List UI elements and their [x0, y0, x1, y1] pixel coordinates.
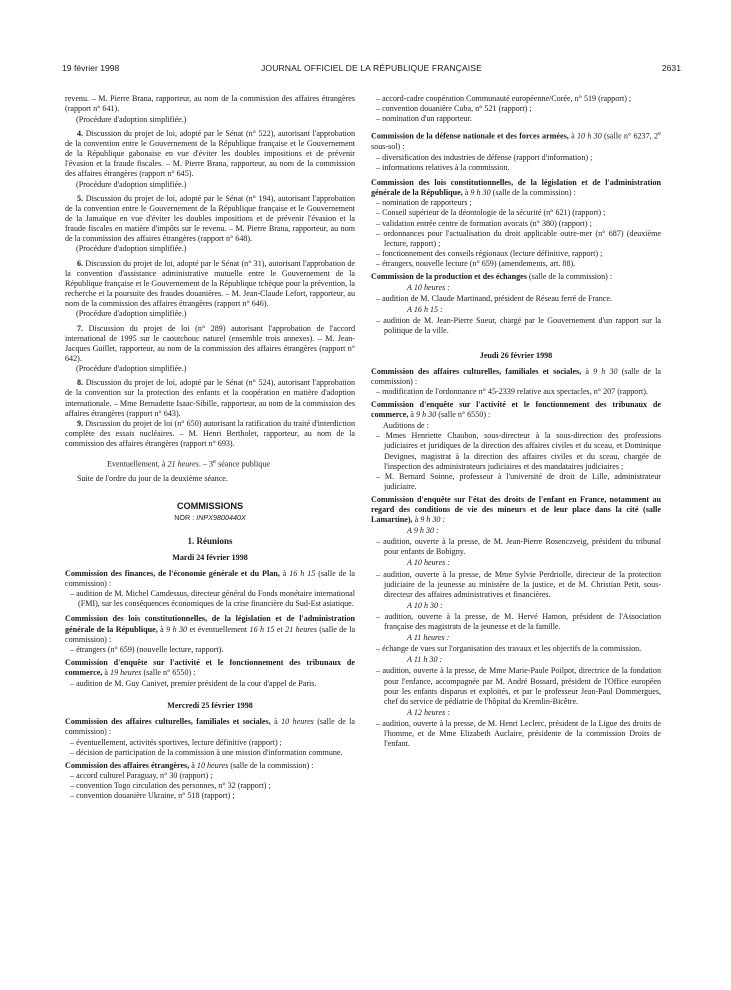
- agenda-line: – étrangers, nouvelle lecture (n° 659) (amendements, art. 88).: [376, 258, 576, 268]
- agenda-line: – fonctionnement des conseils régionaux (lecture définitive, rapport) ;: [376, 248, 603, 258]
- time-slot: A 10 heures :: [407, 558, 450, 568]
- commission-lois: Commission des lois constitutionnelles, de la législation et de l'administration générale de la République, à 9 h 30 et éventuellement 16 h 15 et 21 heures (salle de la commission) :: [65, 614, 356, 644]
- journal-title: JOURNAL OFFICIEL DE LA RÉPUBLIQUE FRANÇAISE: [261, 63, 482, 73]
- agenda-line: – audition de M. Michel Camdessus, directeur général du Fonds monétaire international (FMI), sur les conséquences économiques de la crise financière du Sud-Est asiatique.: [70, 589, 355, 609]
- item-text: Discussion du projet de loi, adopté par le Sénat (n° 522), autorisant l'approbation de la convention entre le Gouvernement de la République française et le Gouvernement de la République gabonaise en vue d'éviter les doubles impositions et de prévenir l'évasion et la fraude fiscales. – M. Pierre Brana, rapporteur, au nom de la commission des affaires étrangères (rapport n° 645).: [65, 128, 355, 179]
- item-text: Discussion du projet de loi (n° 289) autorisant l'approbation de l'accord international de 1995 sur le caoutchouc naturel (ensemble trois annexes). – M. Jean-Jacques Guillet, rapporteur, au nom de la commission des affaires étrangères (rapport n° 642).: [65, 323, 355, 363]
- agenda-line: – diversification des industries de défense (rapport d'information) ;: [376, 152, 593, 162]
- item-number: 8.: [77, 378, 84, 388]
- procedure-note: (Procédure d'adoption simplifiée.): [76, 179, 187, 189]
- agenda-line: – convention douanière Cuba, n° 521 (rapport) ;: [376, 104, 532, 114]
- agenda-line: – Mmes Henriette Chaubon, sous-directeur à la sous-direction des professions judiciaires et juridiques de la direction des affaires civiles et du sceau, et Dominique Devignes, magistrat à la direction des affaires civiles et du sceau, chargée de l'inspection des administrateurs judiciaires et des mandataires judiciaires ;: [376, 431, 661, 471]
- reunions-heading: 1. Réunions: [187, 535, 233, 546]
- agenda-line: – modification de l'ordonnance n° 45-2339 relative aux spectacles, n° 207 (rapport).: [376, 387, 649, 397]
- agenda-line: – nomination de rapporteurs ;: [376, 198, 472, 208]
- time-slot: A 16 h 15 :: [407, 305, 443, 315]
- finances-items: [65, 589, 355, 609]
- agenda-line: – Conseil supérieur de la déontologie de la sécurité (n° 621) (rapport) ;: [376, 208, 606, 218]
- agenda-line: – audition, ouverte à la presse, de M. Jean-Pierre Rosenczveig, président du tribunal pour enfants de Bobigny.: [376, 537, 661, 557]
- agenda-line: – convention douanière Ukraine, n° 518 (rapport) ;: [70, 791, 235, 801]
- commission-affaires-culturelles: Commission des affaires culturelles, familiales et sociales, à 10 heures (salle de la commission) :: [65, 716, 356, 737]
- time-slot: A 11 h 30 :: [407, 655, 443, 665]
- agenda-line: – informations relatives à la commission.: [376, 162, 510, 172]
- commission-production: Commission de la production et des échanges (salle de la commission) :: [371, 271, 613, 281]
- agenda-line: – audition, ouverte à la presse, de Mme Sylvie Perdriolle, directeur de la protection judiciaire de la jeunesse au ministère de la justice, et de M. Christian Petit, sous-directeur des affaires administratives et financières.: [376, 569, 661, 599]
- agenda-line: – audition, ouverte à la presse, de M. Hervé Hamon, président de l'Association française des magistrats de la jeunesse et de la famille.: [376, 611, 661, 632]
- commission-enquete-tribunaux: Commission d'enquête sur l'activité et le fonctionnement des tribunaux de commerce, à 19 heures (salle n° 6550) :: [65, 658, 355, 678]
- agenda-line: – validation entrée centre de formation avocats (n° 380) (rapport) ;: [376, 218, 592, 228]
- commission-affaires-culturelles-jeudi: Commission des affaires culturelles, familiales et sociales, à 9 h 30 (salle de la commission) :: [371, 366, 662, 386]
- page-header: [62, 63, 681, 77]
- agenda-item-5: [65, 194, 355, 244]
- item-number: 4.: [77, 128, 84, 138]
- agenda-item-8: [65, 378, 355, 418]
- commission-enquete-enfant: Commission d'enquête sur l'état des droits de l'enfant en France, notamment au regard des conditions de vie des mineurs et de leur place dans la cité (salle Lamartine), à 9 h 30 :: [371, 494, 661, 525]
- time-slot: A 10 heures :: [407, 283, 450, 293]
- agenda-line: – audition, ouverte à la presse, de M. Henri Leclerc, président de la Ligue des droits de l'homme, et de Mme Elizabeth Auclaire, présidente de la commission Droits de l'enfant.: [376, 718, 661, 749]
- agenda-line: – audition de M. Claude Martinand, président de Réseau ferré de France.: [376, 294, 612, 304]
- commission-affaires-etrangeres: Commission des affaires étrangères, à 10 heures (salle de la commission) :: [65, 760, 314, 770]
- day-heading-jeudi: Jeudi 26 février 1998: [479, 350, 553, 360]
- agenda-line: – M. Bernard Soinne, professeur à l'université de droit de Lille, administrateur judiciaire.: [376, 471, 661, 491]
- commission-defense: Commission de la défense nationale et des forces armées, à 10 h 30 (salle n° 6237, 2e sous-sol) :: [371, 130, 661, 152]
- item-number: 9.: [77, 419, 84, 429]
- agenda-line: – accord-cadre coopération Communauté européenne/Corée, n° 519 (rapport) ;: [376, 94, 632, 103]
- commission-lois-jeudi: Commission des lois constitutionnelles, de la législation et de l'administration générale de la République, à 9 h 30 (salle de la commission) :: [371, 177, 661, 197]
- day-heading-mercredi: Mercredi 25 février 1998: [167, 700, 253, 710]
- item-number: 6.: [77, 258, 84, 268]
- procedure-note: (Procédure d'adoption simplifiée.): [76, 244, 187, 254]
- nor-reference: NOR : INPX9800440X: [174, 513, 246, 523]
- agenda-line: – nomination d'un rapporteur.: [376, 114, 472, 124]
- eventual-session: Eventuellement, à 21 heures. – 3e séance publique: [107, 458, 270, 470]
- agenda-item-6: [65, 259, 355, 309]
- time-slot: A 12 heures :: [407, 707, 450, 717]
- item-text: Discussion du projet de loi, adopté par le Sénat (n° 524), autorisant l'approbation de la convention sur la protection des enfants et la coopération en matière d'adoption internationale. – Mme Bernadette Isaac-Sibille, rapporteur, au nom de la commission des affaires étrangères (rapport n° 643).: [65, 378, 355, 418]
- item-text: Discussion du projet de loi (n° 650) autorisant la ratification du traité d'interdiction complète des essais nucléaires. – M. Henri Bertholet, rapporteur, au nom de la commission des affaires étrangères (rapport n° 693).: [65, 419, 355, 449]
- time-slot: A 10 h 30 :: [407, 600, 443, 610]
- procedure-note: (Procédure d'adoption simplifiée.): [76, 114, 187, 124]
- agenda-line: – accord culturel Paraguay, n° 30 (rapport) ;: [70, 771, 213, 781]
- intro-text: revenu. – M. Pierre Brana, rapporteur, au nom de la commission des affaires étrangères (rapport n° 641).: [65, 94, 355, 114]
- item-text: Discussion du projet de loi, adopté par le Sénat (n° 194), autorisant l'approbation de la convention entre le Gouvernement de la République française et le Gouvernement de la Jamaïque en vue d'éviter les doubles impositions et de prévenir l'évasion et la fraude fiscales en matière d'impôts sur le revenu. – M. Pierre Brana, rapporteur, au nom de la commission des affaires étrangères (rapport n° 648).: [65, 193, 355, 243]
- agenda-line: – décision de participation de la commission à une mission d'information commune.: [70, 747, 343, 757]
- right-column: [371, 94, 661, 749]
- time-slot: A 9 h 30 :: [407, 526, 439, 536]
- item-number: 5.: [77, 193, 84, 203]
- day-heading-mardi: Mardi 24 février 1998: [172, 552, 248, 562]
- agenda-line: – audition de M. Jean-Pierre Sueur, chargé par le Gouvernement d'un rapport sur la politique de la ville.: [376, 316, 661, 336]
- page-number: 2631: [661, 63, 681, 73]
- agenda-item-7: [65, 324, 355, 364]
- suite-ordre-du-jour: Suite de l'ordre du jour de la deuxième séance.: [77, 474, 228, 484]
- agenda-line: – échange de vues sur l'organisation des travaux et les objectifs de la commission.: [376, 644, 642, 654]
- item-text: Discussion du projet de loi, adopté par le Sénat (n° 31), autorisant l'approbation de la convention d'assistance administrative mutuelle entre le Gouvernement de la République française et le Gouvernement de la République tchèque pour la prévention, la recherche et la poursuite des fraudes douanières. – M. Jean-Claude Lefort, rapporteur, au nom de la commission des affaires étrangères (rapport n° 646).: [65, 258, 355, 308]
- auditions-label: Auditions de :: [383, 420, 429, 430]
- agenda-item-9: [65, 419, 355, 449]
- time-slot: A 11 heures :: [407, 633, 450, 643]
- commission-finances: Commission des finances, de l'économie générale et du Plan, à 16 h 15 (salle de la commission) :: [65, 568, 356, 588]
- commissions-heading: COMMISSIONS: [176, 501, 244, 512]
- agenda-line: – étrangers (n° 659) (nouvelle lecture, rapport).: [70, 645, 224, 655]
- procedure-note: (Procédure d'adoption simplifiée.): [76, 364, 187, 374]
- left-column: [65, 94, 355, 802]
- agenda-item-4: [65, 129, 355, 179]
- header-date: 19 février 1998: [62, 63, 120, 73]
- procedure-note: (Procédure d'adoption simplifiée.): [76, 309, 187, 319]
- agenda-line: – éventuellement, activités sportives, lecture définitive (rapport) ;: [70, 737, 282, 747]
- agenda-line: – audition, ouverte à la presse, de Mme Marie-Paule Poilpot, directrice de la fondation pour l'enfance, accompagnée par M. André Bossard, président de l'Office européen pour les enfants disparus et exploités, et par le professeur Jean-Paul Dommergues, chef du service de pédiatrie de l'hôpital du Kremlin-Bicêtre.: [376, 666, 661, 706]
- agenda-line: – convention Togo circulation des personnes, n° 32 (rapport) ;: [70, 781, 271, 791]
- agenda-line: – audition de M. Guy Canivet, premier président de la cour d'appel de Paris.: [70, 678, 317, 688]
- agenda-line: – ordonnances pour l'actualisation du droit applicable outre-mer (n° 687) (deuxième lecture, rapport) ;: [376, 228, 661, 248]
- item-number: 7.: [77, 323, 84, 333]
- commission-enquete-tribunaux-jeudi: Commission d'enquête sur l'activité et le fonctionnement des tribunaux de commerce, à 9 h 30 (salle n° 6550) :: [371, 400, 661, 420]
